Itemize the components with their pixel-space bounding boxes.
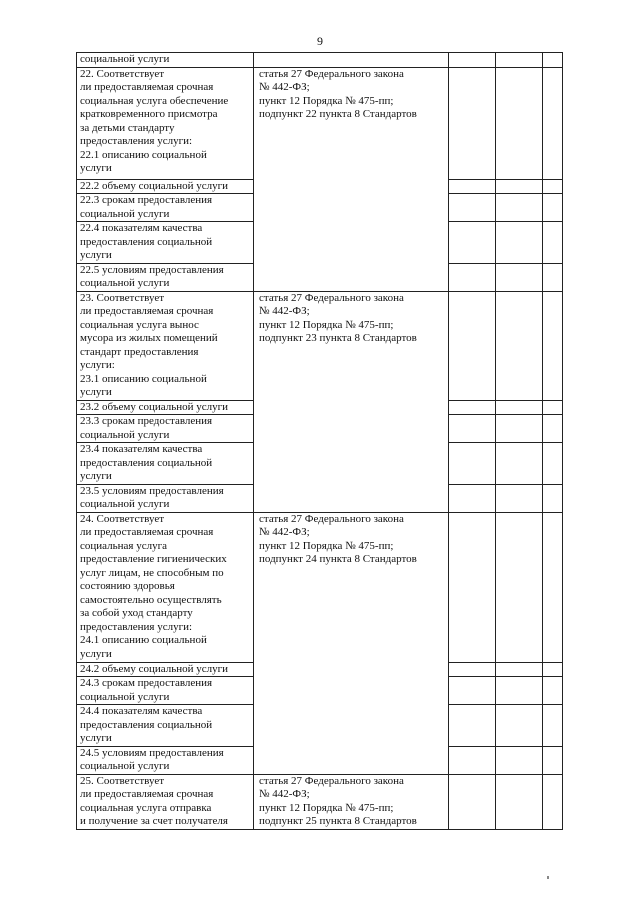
table-row: [77, 512, 563, 662]
answer-cell[interactable]: [449, 484, 496, 512]
answer-cell[interactable]: [449, 194, 496, 222]
table-row: [77, 774, 563, 829]
table-row: [77, 291, 563, 400]
answer-cell[interactable]: [543, 222, 563, 264]
answer-cell[interactable]: [449, 662, 496, 677]
answer-cell[interactable]: [496, 194, 543, 222]
legal-basis-cell: статья 27 Федерального закона № 442-ФЗ; пункт 12 Порядка № 475-пп; подпункт 22 пункта 8 Стандартов: [254, 67, 449, 291]
answer-cell[interactable]: [496, 53, 543, 68]
criterion-cell: 24.4 показателям качества предоставления социальной услуги: [77, 705, 254, 747]
answer-cell[interactable]: [496, 512, 543, 662]
answer-cell[interactable]: [543, 415, 563, 443]
criterion-cell: 23.3 срокам предоставления социальной услуги: [77, 415, 254, 443]
answer-cell[interactable]: [543, 746, 563, 774]
answer-cell[interactable]: [543, 512, 563, 662]
page-number: 9: [317, 34, 323, 48]
table-row: [77, 67, 563, 179]
answer-cell[interactable]: [496, 400, 543, 415]
answer-cell[interactable]: [543, 662, 563, 677]
answer-cell[interactable]: [543, 53, 563, 68]
criterion-cell: 22.5 условиям предоставления социальной услуги: [77, 263, 254, 291]
answer-cell[interactable]: [543, 291, 563, 400]
answer-cell[interactable]: [496, 222, 543, 264]
answer-cell[interactable]: [496, 67, 543, 179]
answer-cell[interactable]: [496, 263, 543, 291]
answer-cell[interactable]: [449, 443, 496, 485]
legal-basis-cell: [254, 53, 449, 68]
answer-cell[interactable]: [543, 443, 563, 485]
answer-cell[interactable]: [496, 677, 543, 705]
answer-cell[interactable]: [449, 67, 496, 179]
criterion-cell: 24. Соответствует ли предоставляемая срочная социальная услуга предоставление гигиенических услуг лицам, не способным по состоянию здоровья самостоятельно осуществлять за собой уход стандарту предоставления услуги: 24.1 описанию социальной услуги: [77, 512, 254, 662]
legal-basis-cell: статья 27 Федерального закона № 442-ФЗ; пункт 12 Порядка № 475-пп; подпункт 23 пункта 8 Стандартов: [254, 291, 449, 512]
criterion-cell: 24.5 условиям предоставления социальной услуги: [77, 746, 254, 774]
criterion-cell: 24.2 объему социальной услуги: [77, 662, 254, 677]
answer-cell[interactable]: [543, 263, 563, 291]
answer-cell[interactable]: [449, 705, 496, 747]
answer-cell[interactable]: [543, 400, 563, 415]
legal-basis-cell: статья 27 Федерального закона № 442-ФЗ; пункт 12 Порядка № 475-пп; подпункт 24 пункта 8 Стандартов: [254, 512, 449, 774]
legal-basis-cell: статья 27 Федерального закона № 442-ФЗ; пункт 12 Порядка № 475-пп; подпункт 25 пункта 8 Стандартов: [254, 774, 449, 829]
criterion-cell: 22. Соответствует ли предоставляемая срочная социальная услуга обеспечение кратковременного присмотра за детьми стандарту предоставления услуги: 22.1 описанию социальной услуги: [77, 67, 254, 179]
answer-cell[interactable]: [449, 512, 496, 662]
answer-cell[interactable]: [449, 291, 496, 400]
criterion-cell: 24.3 срокам предоставления социальной услуги: [77, 677, 254, 705]
answer-cell[interactable]: [543, 484, 563, 512]
answer-cell[interactable]: [543, 705, 563, 747]
answer-cell[interactable]: [543, 179, 563, 194]
answer-cell[interactable]: [543, 194, 563, 222]
answer-cell[interactable]: [496, 443, 543, 485]
answer-cell[interactable]: [543, 67, 563, 179]
answer-cell[interactable]: [543, 774, 563, 829]
answer-cell[interactable]: [449, 677, 496, 705]
answer-cell[interactable]: [496, 774, 543, 829]
criterion-cell: 23.4 показателям качества предоставления социальной услуги: [77, 443, 254, 485]
answer-cell[interactable]: [449, 263, 496, 291]
answer-cell[interactable]: [449, 415, 496, 443]
answer-cell[interactable]: [496, 662, 543, 677]
answer-cell[interactable]: [496, 415, 543, 443]
answer-cell[interactable]: [496, 179, 543, 194]
answer-cell[interactable]: [496, 705, 543, 747]
answer-cell[interactable]: [449, 222, 496, 264]
criterion-cell: 25. Соответствует ли предоставляемая срочная социальная услуга отправка и получение за счет получателя: [77, 774, 254, 829]
criterion-cell: 23.2 объему социальной услуги: [77, 400, 254, 415]
criterion-cell: 23. Соответствует ли предоставляемая срочная социальная услуга вынос мусора из жилых помещений стандарт предоставления услуги: 23.1 описанию социальной услуги: [77, 291, 254, 400]
answer-cell[interactable]: [449, 53, 496, 68]
criterion-cell: 22.2 объему социальной услуги: [77, 179, 254, 194]
answer-cell[interactable]: [449, 774, 496, 829]
answer-cell[interactable]: [496, 746, 543, 774]
answer-cell[interactable]: [449, 746, 496, 774]
answer-cell[interactable]: [496, 291, 543, 400]
answer-cell[interactable]: [496, 484, 543, 512]
criterion-cell: социальной услуги: [77, 53, 254, 68]
inspection-table: [76, 52, 563, 830]
criterion-cell: 22.4 показателям качества предоставления социальной услуги: [77, 222, 254, 264]
criterion-cell: 22.3 срокам предоставления социальной услуги: [77, 194, 254, 222]
criterion-cell: 23.5 условиям предоставления социальной услуги: [77, 484, 254, 512]
scan-speck: [547, 876, 549, 879]
answer-cell[interactable]: [449, 400, 496, 415]
table-row: [77, 53, 563, 68]
answer-cell[interactable]: [449, 179, 496, 194]
answer-cell[interactable]: [543, 677, 563, 705]
